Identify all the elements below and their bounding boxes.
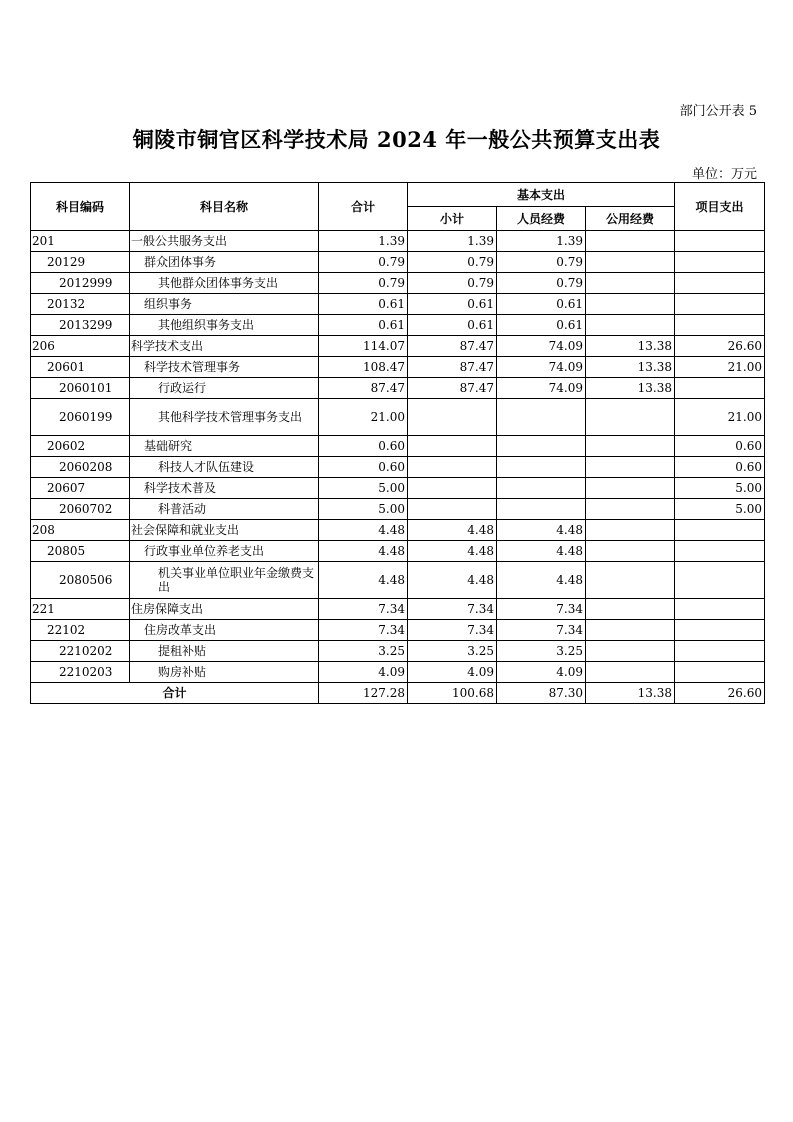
cell-subtotal: 87.47 (408, 336, 497, 357)
cell-subtotal (408, 457, 497, 478)
cell-public: 13.38 (586, 336, 675, 357)
cell-personnel (497, 499, 586, 520)
cell-subtotal: 0.79 (408, 252, 497, 273)
cell-personnel: 4.48 (497, 562, 586, 599)
cell-personnel: 0.61 (497, 294, 586, 315)
cell-personnel: 0.79 (497, 273, 586, 294)
table-row (31, 641, 765, 662)
cell-project: 0.60 (675, 457, 765, 478)
cell-total: 3.25 (319, 641, 408, 662)
table-row (31, 378, 765, 399)
cell-subtotal (408, 478, 497, 499)
cell-code: 22102 (31, 620, 130, 641)
cell-total: 0.61 (319, 315, 408, 336)
cell-subtotal: 4.48 (408, 562, 497, 599)
cell-personnel: 3.25 (497, 641, 586, 662)
cell-total: 7.34 (319, 620, 408, 641)
cell-personnel: 7.34 (497, 620, 586, 641)
cell-public (586, 231, 675, 252)
total-cell-personnel: 87.30 (497, 683, 586, 704)
cell-personnel: 0.61 (497, 315, 586, 336)
total-cell-public: 13.38 (586, 683, 675, 704)
cell-project (675, 520, 765, 541)
cell-name: 住房改革支出 (130, 620, 319, 641)
cell-project (675, 541, 765, 562)
cell-name: 住房保障支出 (130, 599, 319, 620)
cell-code: 2013299 (31, 315, 130, 336)
cell-name: 科学技术支出 (130, 336, 319, 357)
cell-personnel (497, 457, 586, 478)
cell-public (586, 399, 675, 436)
cell-code: 20129 (31, 252, 130, 273)
cell-personnel: 4.48 (497, 541, 586, 562)
total-row (31, 683, 765, 704)
cell-public (586, 436, 675, 457)
table-row (31, 599, 765, 620)
cell-project: 5.00 (675, 478, 765, 499)
cell-public (586, 599, 675, 620)
table-row (31, 541, 765, 562)
cell-subtotal: 87.47 (408, 378, 497, 399)
table-row (31, 231, 765, 252)
cell-code: 2210202 (31, 641, 130, 662)
cell-subtotal: 4.48 (408, 520, 497, 541)
header-code: 科目编码 (31, 183, 130, 231)
cell-project: 26.60 (675, 336, 765, 357)
cell-total: 4.09 (319, 662, 408, 683)
cell-name: 一般公共服务支出 (130, 231, 319, 252)
cell-personnel: 4.48 (497, 520, 586, 541)
cell-name: 其他组织事务支出 (130, 315, 319, 336)
cell-project: 21.00 (675, 399, 765, 436)
table-row (31, 336, 765, 357)
table-row (31, 315, 765, 336)
header-row (31, 183, 765, 207)
cell-name: 购房补贴 (130, 662, 319, 683)
cell-personnel: 74.09 (497, 378, 586, 399)
table-row (31, 457, 765, 478)
total-cell-total: 127.28 (319, 683, 408, 704)
cell-code: 20132 (31, 294, 130, 315)
cell-subtotal: 7.34 (408, 620, 497, 641)
cell-name: 提租补贴 (130, 641, 319, 662)
header-total: 合计 (319, 183, 408, 231)
cell-personnel: 7.34 (497, 599, 586, 620)
table-row (31, 620, 765, 641)
cell-project (675, 641, 765, 662)
cell-name: 基础研究 (130, 436, 319, 457)
header-project: 项目支出 (675, 183, 765, 231)
cell-subtotal: 4.48 (408, 541, 497, 562)
cell-public (586, 541, 675, 562)
cell-project: 5.00 (675, 499, 765, 520)
cell-code: 2060101 (31, 378, 130, 399)
cell-total: 4.48 (319, 562, 408, 599)
table-row (31, 520, 765, 541)
cell-code: 2060702 (31, 499, 130, 520)
header-name: 科目名称 (130, 183, 319, 231)
cell-total: 0.60 (319, 457, 408, 478)
cell-name: 科普活动 (130, 499, 319, 520)
cell-total: 1.39 (319, 231, 408, 252)
cell-total: 108.47 (319, 357, 408, 378)
table-row (31, 499, 765, 520)
cell-subtotal: 0.79 (408, 273, 497, 294)
cell-personnel: 74.09 (497, 357, 586, 378)
cell-total: 4.48 (319, 541, 408, 562)
cell-project (675, 273, 765, 294)
cell-project: 0.60 (675, 436, 765, 457)
cell-project (675, 315, 765, 336)
cell-total: 0.60 (319, 436, 408, 457)
cell-subtotal: 87.47 (408, 357, 497, 378)
cell-project: 21.00 (675, 357, 765, 378)
total-cell-project: 26.60 (675, 683, 765, 704)
table-row (31, 273, 765, 294)
cell-name: 组织事务 (130, 294, 319, 315)
table-row (31, 478, 765, 499)
table-row (31, 357, 765, 378)
cell-public (586, 562, 675, 599)
cell-name: 行政运行 (130, 378, 319, 399)
cell-code: 2060199 (31, 399, 130, 436)
total-cell-subtotal: 100.68 (408, 683, 497, 704)
cell-subtotal: 0.61 (408, 315, 497, 336)
cell-name: 行政事业单位养老支出 (130, 541, 319, 562)
cell-subtotal (408, 436, 497, 457)
cell-project (675, 562, 765, 599)
cell-total: 114.07 (319, 336, 408, 357)
cell-project (675, 620, 765, 641)
table-row (31, 662, 765, 683)
cell-name: 科学技术普及 (130, 478, 319, 499)
cell-project (675, 294, 765, 315)
cell-personnel: 74.09 (497, 336, 586, 357)
cell-code: 20607 (31, 478, 130, 499)
cell-code: 2060208 (31, 457, 130, 478)
cell-subtotal: 7.34 (408, 599, 497, 620)
cell-public (586, 273, 675, 294)
cell-subtotal (408, 399, 497, 436)
cell-public (586, 252, 675, 273)
cell-public (586, 294, 675, 315)
cell-public (586, 457, 675, 478)
cell-personnel: 4.09 (497, 662, 586, 683)
cell-public (586, 641, 675, 662)
cell-name: 科技人才队伍建设 (130, 457, 319, 478)
cell-subtotal: 1.39 (408, 231, 497, 252)
cell-public (586, 315, 675, 336)
cell-public (586, 662, 675, 683)
cell-total: 5.00 (319, 478, 408, 499)
cell-project (675, 599, 765, 620)
cell-code: 206 (31, 336, 130, 357)
cell-project (675, 252, 765, 273)
cell-total: 5.00 (319, 499, 408, 520)
cell-name: 社会保障和就业支出 (130, 520, 319, 541)
cell-personnel (497, 399, 586, 436)
cell-project (675, 662, 765, 683)
cell-personnel: 1.39 (497, 231, 586, 252)
cell-public: 13.38 (586, 378, 675, 399)
table-row (31, 436, 765, 457)
cell-public: 13.38 (586, 357, 675, 378)
table-row (31, 399, 765, 436)
header-subtotal: 小计 (408, 207, 497, 231)
table-row (31, 562, 765, 599)
unit-label: 单位：万元 (691, 167, 757, 182)
cell-code: 221 (31, 599, 130, 620)
cell-subtotal: 3.25 (408, 641, 497, 662)
table-body (31, 231, 765, 683)
cell-project (675, 378, 765, 399)
cell-name: 其他群众团体事务支出 (130, 273, 319, 294)
cell-personnel (497, 478, 586, 499)
table-row (31, 294, 765, 315)
cell-total: 4.48 (319, 520, 408, 541)
cell-subtotal: 0.61 (408, 294, 497, 315)
cell-code: 201 (31, 231, 130, 252)
cell-public (586, 620, 675, 641)
cell-name: 机关事业单位职业年金缴费支出 (130, 562, 319, 599)
cell-subtotal (408, 499, 497, 520)
cell-public (586, 520, 675, 541)
cell-code: 208 (31, 520, 130, 541)
cell-code: 20602 (31, 436, 130, 457)
total-label: 合计 (31, 683, 319, 704)
cell-project (675, 231, 765, 252)
cell-personnel (497, 436, 586, 457)
cell-personnel: 0.79 (497, 252, 586, 273)
cell-total: 21.00 (319, 399, 408, 436)
cell-name: 科学技术管理事务 (130, 357, 319, 378)
header-personnel: 人员经费 (497, 207, 586, 231)
cell-code: 20805 (31, 541, 130, 562)
cell-name: 群众团体事务 (130, 252, 319, 273)
cell-code: 2012999 (31, 273, 130, 294)
cell-public (586, 499, 675, 520)
cell-subtotal: 4.09 (408, 662, 497, 683)
cell-name: 其他科学技术管理事务支出 (130, 399, 319, 436)
cell-total: 0.79 (319, 273, 408, 294)
cell-total: 0.79 (319, 252, 408, 273)
cell-total: 0.61 (319, 294, 408, 315)
table-row (31, 252, 765, 273)
header-public: 公用经费 (586, 207, 675, 231)
cell-total: 87.47 (319, 378, 408, 399)
document-label: 部门公开表 5 (679, 104, 757, 119)
cell-code: 20601 (31, 357, 130, 378)
cell-code: 2080506 (31, 562, 130, 599)
cell-code: 2210203 (31, 662, 130, 683)
cell-total: 7.34 (319, 599, 408, 620)
cell-public (586, 478, 675, 499)
header-basic: 基本支出 (408, 183, 675, 207)
budget-table (30, 182, 765, 704)
page-title: 铜陵市铜官区科学技术局 2024 年一般公共预算支出表 (132, 127, 661, 152)
